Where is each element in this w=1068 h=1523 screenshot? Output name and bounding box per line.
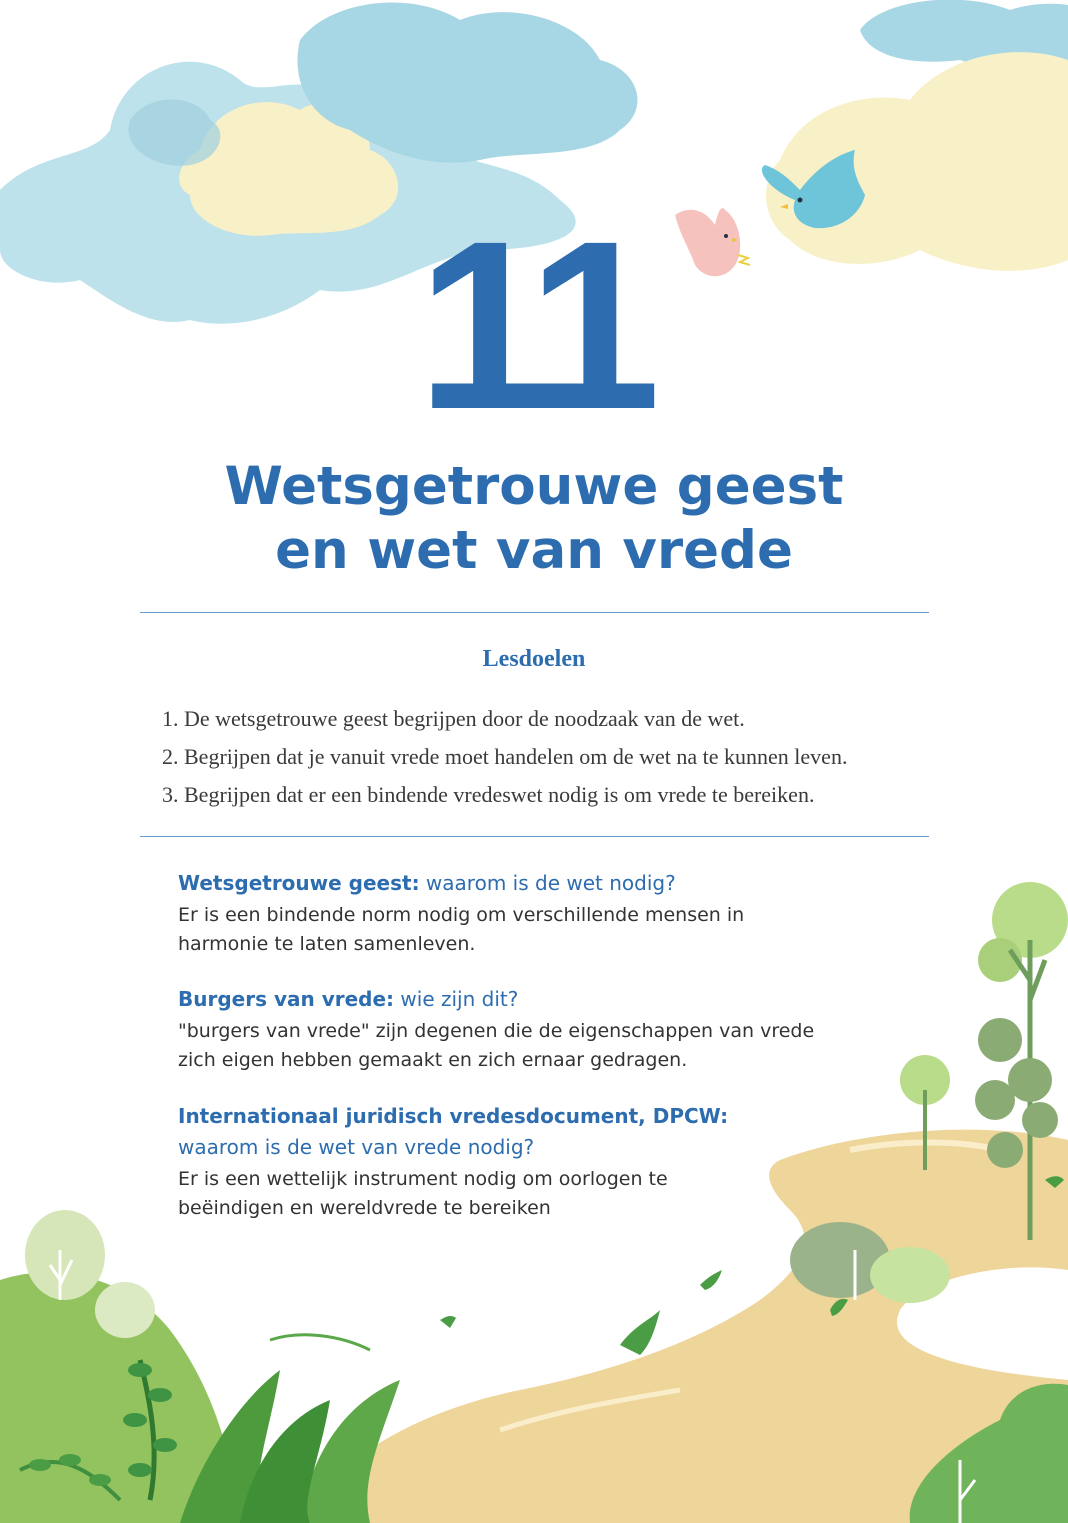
goal-item: 3. Begrijpen dat er een bindende vredeswet nodig is om vrede te bereiken. (162, 782, 815, 807)
section-heading (178, 868, 878, 899)
goal-item: 1. De wetsgetrouwe geest begrijpen door de noodzaak van de wet. (162, 706, 745, 731)
section-answer-line: zich eigen hebben gemaakt en zich ernaar gedragen. (178, 1049, 688, 1071)
section-answer-line: harmonie te laten samenleven. (178, 933, 476, 955)
section-answer-line: Er is een bindende norm nodig om verschillende mensen in (178, 904, 745, 926)
section-heading (178, 1101, 878, 1132)
section-answer (178, 1165, 878, 1223)
section-term: Wetsgetrouwe geest: (178, 871, 420, 895)
goal-item: 2. Begrijpen dat je vanuit vrede moet handelen om de wet na te kunnen leven. (162, 744, 848, 769)
section-answer-line: beëindigen en wereldvrede te bereiken (178, 1197, 551, 1219)
section-wetsgetrouwe-geest (178, 868, 878, 959)
chapter-title (0, 455, 1068, 583)
chapter-title-line-1: Wetsgetrouwe geest (224, 456, 844, 517)
section-answer-line: Er is een wettelijk instrument nodig om oorlogen te (178, 1168, 668, 1190)
section-answer-line: "burgers van vrede" zijn degenen die de eigenschappen van vrede (178, 1020, 815, 1042)
section-question: wie zijn dit? (394, 987, 519, 1011)
section-answer (178, 1017, 878, 1075)
goals-list (162, 700, 847, 814)
section-dpcw (178, 1101, 878, 1223)
chapter-title-line-2: en wet van vrede (275, 520, 793, 581)
goals-heading: Lesdoelen (482, 646, 586, 672)
section-burgers-van-vrede (178, 984, 878, 1075)
section-term: Burgers van vrede: (178, 987, 395, 1011)
divider-bottom (140, 836, 929, 837)
section-question: waarom is de wet nodig? (419, 871, 676, 895)
section-question: waarom is de wet van vrede nodig? (178, 1135, 535, 1159)
section-heading (178, 984, 878, 1015)
section-question-line (178, 1132, 878, 1163)
chapter-number: 11 (417, 191, 651, 459)
section-answer (178, 901, 878, 959)
divider-top (140, 612, 929, 613)
section-term: Internationaal juridisch vredesdocument, DPCW: (178, 1104, 729, 1128)
